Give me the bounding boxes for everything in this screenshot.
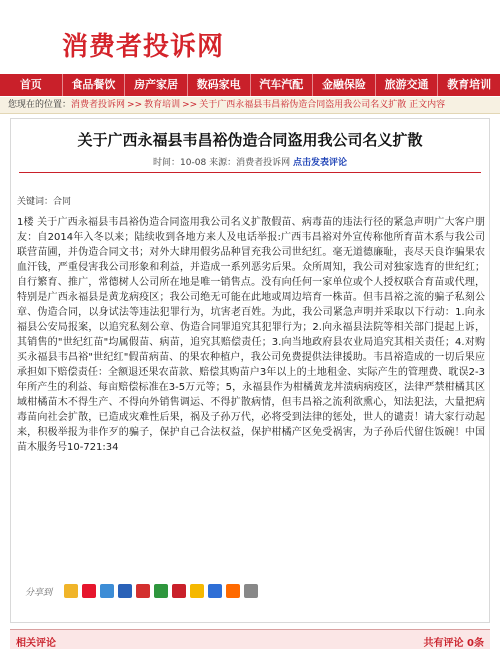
more-icon[interactable] [244, 584, 258, 598]
nav-item-home[interactable]: 首页 [0, 74, 63, 96]
comments-count-label: 共有评论 [423, 638, 464, 649]
nav-item-education[interactable]: 教育培训 [447, 78, 492, 91]
meta-time-label: 时间： [153, 158, 181, 168]
douban-icon[interactable] [154, 584, 168, 598]
meta-source: 消费者投诉网 [236, 158, 291, 168]
share-bar [25, 583, 262, 599]
qzone-icon[interactable] [64, 584, 78, 598]
article-title: 关于广西永福县韦昌裕伪造合同盗用我公司名义扩散 [77, 131, 423, 149]
article-keywords [17, 194, 71, 207]
renren-icon[interactable] [118, 584, 132, 598]
sohu-icon[interactable] [190, 584, 204, 598]
breadcrumb-prefix: 您现在的位置： [8, 100, 72, 110]
weibo-icon[interactable] [82, 584, 96, 598]
article-container [10, 118, 490, 623]
share-label: 分享到 [25, 587, 53, 598]
taobao-icon[interactable] [226, 584, 240, 598]
article-meta [11, 155, 489, 168]
breadcrumb-category-link[interactable]: 教育培训 [144, 100, 181, 110]
main-nav [0, 74, 500, 96]
nav-item-digital[interactable]: 数码家电 [188, 74, 251, 96]
comments-title: 相关评论 [16, 638, 56, 649]
comments-count [424, 634, 484, 649]
site-logo[interactable]: 消费者投诉网 [62, 32, 225, 62]
comments-count-suffix: 条 [474, 638, 484, 649]
baidu-icon[interactable] [208, 584, 222, 598]
header [0, 0, 500, 72]
title-divider [19, 172, 481, 173]
meta-source-label: 来源： [209, 158, 237, 168]
meta-time: 10-08 [180, 158, 207, 168]
keyword-link[interactable]: 合同 [53, 197, 72, 207]
nav-item-auto[interactable]: 汽车汽配 [251, 74, 314, 96]
netease-icon[interactable] [172, 584, 186, 598]
kaixin-icon[interactable] [136, 584, 150, 598]
breadcrumb [0, 97, 500, 114]
keywords-label: 关键词： [17, 197, 54, 207]
breadcrumb-current: 关于广西永福县韦昌裕伪造合同盗用我公司名义扩散 正文内容 [199, 100, 446, 110]
breadcrumb-home-link[interactable]: 消费者投诉网 [71, 100, 126, 110]
tencent-weibo-icon[interactable] [100, 584, 114, 598]
nav-item-finance[interactable]: 金融保险 [313, 74, 376, 96]
post-comment-link[interactable]: 点击发表评论 [292, 158, 347, 168]
comments-header [10, 629, 490, 649]
article-body: 1楼 关于广西永福县韦昌裕伪造合同盗用我公司名义扩散假苗、病毒苗的违法行径的紧急声明广大客户朋友：自2014年入冬以来；陆续收到各地方来人及电话举报:广西韦昌裕对外宣传称他所育苗木系与我公司联营苗圃，并伪造合同文书；对外大肆用假劣品种冒充我公司世纪红。毫无道德廉耻，丧尽天良诈骗果农血汗钱，严重侵害我公司形象和利益，并造成一系列恶劣后果。众所周知，我公司对独家选育的世纪红；自行繁育、推广，常德树人公司所在地是唯一销售点。没有向任何一家单位或个人授权联合育苗或代理，特别是广西永福县是黄龙病疫区；我公司绝无可能在此地或周边培育一株苗。但韦昌裕之流的骗子私刻公章、伪造合同，以身试法等违法犯罪行为，坑害老百姓。为此，我公司紧急声明并采取以下行动：1.向永福县公安局报案，以追究私刻公章、伪造合同罪追究其犯罪行为；2.向永福县法院等相关部门提起上诉，其销售的"世纪红苗"均属假苗、病苗，追究其赔偿责任；3.向当地政府县农业局追究其相关责任；4.对购买永福县韦昌裕"世纪红"假苗病苗、的果农种植户，我公司免费提供法律援助。韦昌裕造成的一切后果应承担如下赔偿责任：全额退还果农苗款、赔偿其购苗户3年以上的土地租金、实际产生的管理费、耽误2-3年所产生的利益、每亩赔偿标准在3-5万元等；5，永福县作为柑橘黄龙丼渍病病疫区，法律严禁柑橘其区域柑橘苗木不得生产、不得向外销售调运、不得扩散病情，但韦昌裕之流利欲熏心，知法犯法，大量把病毒苗向社会扩散，已造成灾难性后果，祸及子孙万代，必将受到法律的惩处，世人的谴责！请大家行动起来，积极举报为非作歹的骗子，保护自己合法权益，保护柑橘产区免受祸害，为子孙后代留住饭碗！中国苗木服务号10-721:34 [17, 217, 485, 453]
nav-item-travel[interactable]: 旅游交通 [376, 74, 439, 96]
breadcrumb-separator: >> [182, 100, 198, 110]
comments-count-value: 0 [467, 638, 474, 649]
nav-item-food[interactable]: 食品餐饮 [63, 74, 126, 96]
breadcrumb-separator: >> [127, 100, 143, 110]
nav-item-realestate[interactable]: 房产家居 [125, 74, 188, 96]
